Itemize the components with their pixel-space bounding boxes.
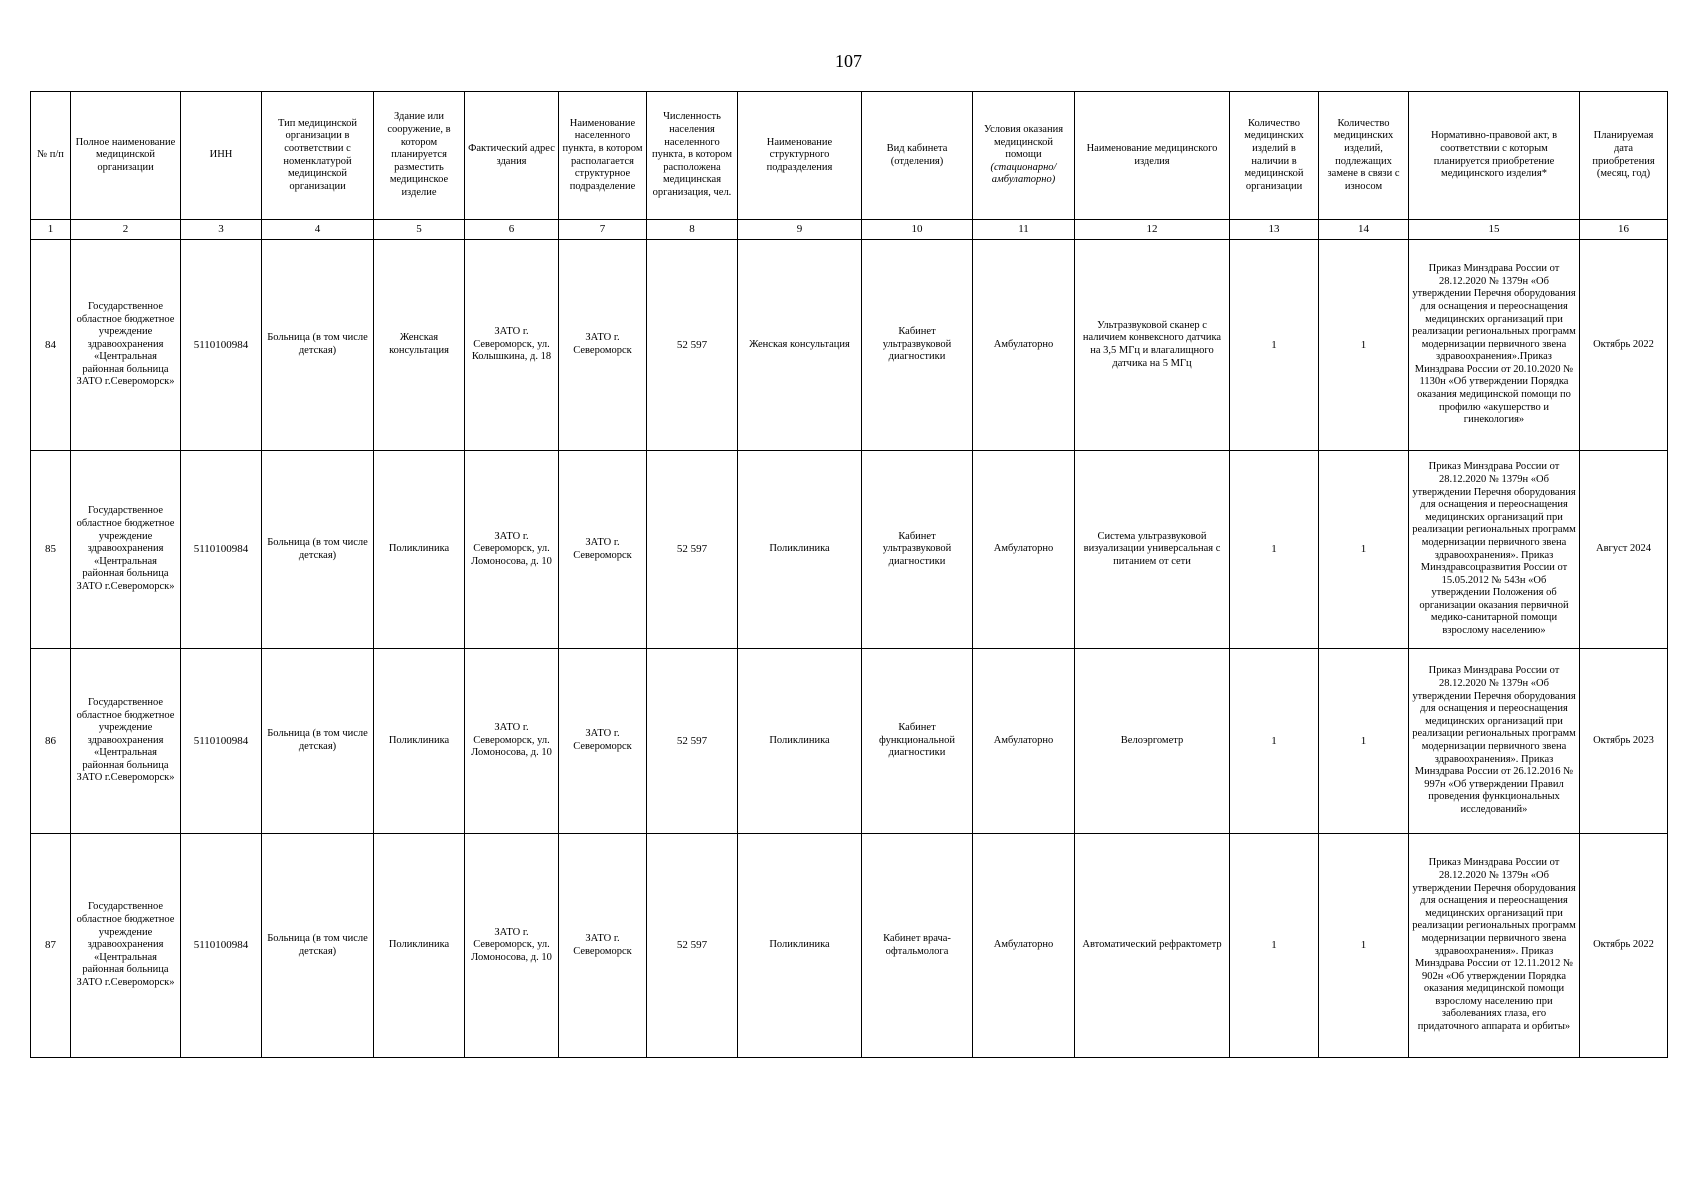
equipment-table — [30, 91, 1668, 1058]
cell-building: Поликлиника — [374, 649, 465, 834]
table-row — [31, 649, 1668, 834]
header-number: № п/п — [31, 92, 71, 220]
cell-population: 52 597 — [647, 240, 738, 451]
cell-date: Октябрь 2022 — [1580, 240, 1668, 451]
cell-device: Ультразвуковой сканер с наличием конвексного датчика на 3,5 МГц и влагалищного датчика на 5 МГц — [1075, 240, 1230, 451]
cell-qty-available: 1 — [1230, 451, 1319, 649]
column-number-row — [31, 220, 1668, 240]
cell-number: 85 — [31, 451, 71, 649]
header-unit: Наименование структурного подразделения — [738, 92, 862, 220]
column-number: 6 — [465, 220, 559, 240]
table-row — [31, 451, 1668, 649]
cell-building: Поликлиника — [374, 834, 465, 1058]
header-building: Здание или сооружение, в котором планируется разместить медицинское изделие — [374, 92, 465, 220]
cell-legal-act: Приказ Минздрава России от 28.12.2020 № 1379н «Об утверждении Перечня оборудования для оснащения и переоснащения медицинских организаций при реализации региональных программ модернизации первичного звена здравоохранения».Приказ Минздрава России от 20.10.2020 № 1130н «Об утверждении Порядка оказания медицинской помощи по профилю «акушерство и гинекология» — [1409, 240, 1580, 451]
cell-conditions: Амбулаторно — [973, 451, 1075, 649]
header-qty-replace: Количество медицинских изделий, подлежащих замене в связи с износом — [1319, 92, 1409, 220]
table-header-row — [31, 92, 1668, 220]
cell-org-name: Государственное областное бюджетное учреждение здравоохранения «Центральная районная больница ЗАТО г.Североморск» — [71, 649, 181, 834]
page-number: 107 — [835, 51, 862, 71]
cell-cabinet: Кабинет функциональной диагностики — [862, 649, 973, 834]
cell-unit: Женская консультация — [738, 240, 862, 451]
cell-cabinet: Кабинет ультразвуковой диагностики — [862, 451, 973, 649]
table-row — [31, 240, 1668, 451]
cell-legal-act: Приказ Минздрава России от 28.12.2020 № 1379н «Об утверждении Перечня оборудования для оснащения и переоснащения медицинских организаций при реализации региональных программ модернизации первичного звена здравоохранения». Приказ Минздрава России от 26.12.2016 № 997н «Об утверждении Правил проведения функциональных исследований» — [1409, 649, 1580, 834]
header-conditions-note: (стационарно/ амбулаторно) — [990, 161, 1057, 186]
header-device: Наименование медицинского изделия — [1075, 92, 1230, 220]
header-population: Численность населения населенного пункта, в котором расположена медицинская организация, чел. — [647, 92, 738, 220]
cell-org-name: Государственное областное бюджетное учреждение здравоохранения «Центральная районная больница ЗАТО г.Североморск» — [71, 834, 181, 1058]
column-number: 2 — [71, 220, 181, 240]
cell-qty-available: 1 — [1230, 834, 1319, 1058]
cell-date: Август 2024 — [1580, 451, 1668, 649]
column-number: 4 — [262, 220, 374, 240]
cell-qty-available: 1 — [1230, 240, 1319, 451]
cell-unit: Поликлиника — [738, 834, 862, 1058]
cell-conditions: Амбулаторно — [973, 649, 1075, 834]
cell-org-name: Государственное областное бюджетное учреждение здравоохранения «Центральная районная больница ЗАТО г.Североморск» — [71, 451, 181, 649]
cell-qty-replace: 1 — [1319, 649, 1409, 834]
column-number: 12 — [1075, 220, 1230, 240]
cell-number: 87 — [31, 834, 71, 1058]
cell-qty-replace: 1 — [1319, 834, 1409, 1058]
header-qty-available: Количество медицинских изделий в наличии в медицинской организации — [1230, 92, 1319, 220]
column-number: 9 — [738, 220, 862, 240]
column-number: 10 — [862, 220, 973, 240]
table-row — [31, 834, 1668, 1058]
header-legal-act: Нормативно-правовой акт, в соответствии с которым планируется приобретение медицинского изделия* — [1409, 92, 1580, 220]
cell-inn: 5110100984 — [181, 834, 262, 1058]
header-address: Фактический адрес здания — [465, 92, 559, 220]
cell-org-type: Больница (в том числе детская) — [262, 649, 374, 834]
column-number: 7 — [559, 220, 647, 240]
header-org-type: Тип медицинской организации в соответствии с номенклатурой медицинской организации — [262, 92, 374, 220]
cell-date: Октябрь 2022 — [1580, 834, 1668, 1058]
header-conditions-label: Условия оказания медицинской помощи — [983, 124, 1064, 161]
cell-unit: Поликлиника — [738, 451, 862, 649]
column-number: 16 — [1580, 220, 1668, 240]
cell-device: Велоэргометр — [1075, 649, 1230, 834]
cell-number: 86 — [31, 649, 71, 834]
cell-locality: ЗАТО г. Североморск — [559, 649, 647, 834]
cell-address: ЗАТО г. Североморск, ул. Ломоносова, д. 10 — [465, 649, 559, 834]
cell-building: Поликлиника — [374, 451, 465, 649]
cell-population: 52 597 — [647, 834, 738, 1058]
column-number: 1 — [31, 220, 71, 240]
cell-unit: Поликлиника — [738, 649, 862, 834]
column-number: 13 — [1230, 220, 1319, 240]
cell-qty-replace: 1 — [1319, 240, 1409, 451]
cell-qty-replace: 1 — [1319, 451, 1409, 649]
cell-qty-available: 1 — [1230, 649, 1319, 834]
column-number: 3 — [181, 220, 262, 240]
cell-conditions: Амбулаторно — [973, 240, 1075, 451]
cell-conditions: Амбулаторно — [973, 834, 1075, 1058]
cell-number: 84 — [31, 240, 71, 451]
cell-locality: ЗАТО г. Североморск — [559, 451, 647, 649]
header-conditions — [973, 92, 1075, 220]
column-number: 5 — [374, 220, 465, 240]
cell-locality: ЗАТО г. Североморск — [559, 240, 647, 451]
header-date: Планируемая дата приобретения (месяц, год) — [1580, 92, 1668, 220]
cell-inn: 5110100984 — [181, 649, 262, 834]
cell-org-type: Больница (в том числе детская) — [262, 451, 374, 649]
cell-date: Октябрь 2023 — [1580, 649, 1668, 834]
cell-cabinet: Кабинет врача-офтальмолога — [862, 834, 973, 1058]
cell-org-type: Больница (в том числе детская) — [262, 834, 374, 1058]
cell-cabinet: Кабинет ультразвуковой диагностики — [862, 240, 973, 451]
cell-device: Автоматический рефрактометр — [1075, 834, 1230, 1058]
cell-legal-act: Приказ Минздрава России от 28.12.2020 № 1379н «Об утверждении Перечня оборудования для оснащения и переоснащения медицинских организаций при реализации региональных программ модернизации первичного звена здравоохранения». Приказ Минздрава России от 12.11.2012 № 902н «Об утверждении Порядка оказания медицинской помощи взрослому населению при заболеваниях глаза, его придаточного аппарата и орбиты» — [1409, 834, 1580, 1058]
cell-building: Женская консультация — [374, 240, 465, 451]
cell-org-name: Государственное областное бюджетное учреждение здравоохранения «Центральная районная больница ЗАТО г.Североморск» — [71, 240, 181, 451]
cell-legal-act: Приказ Минздрава России от 28.12.2020 № 1379н «Об утверждении Перечня оборудования для оснащения и переоснащения медицинских организаций при реализации региональных программ модернизации первичного звена здравоохранения». Приказ Минздравсоцразвития России от 15.05.2012 № 543н «Об утверждении Положения об организации оказания первичной медико-санитарной помощи взрослому населению» — [1409, 451, 1580, 649]
column-number: 15 — [1409, 220, 1580, 240]
cell-address: ЗАТО г. Североморск, ул. Ломоносова, д. 10 — [465, 451, 559, 649]
cell-device: Система ультразвуковой визуализации универсальная с питанием от сети — [1075, 451, 1230, 649]
cell-inn: 5110100984 — [181, 451, 262, 649]
column-number: 8 — [647, 220, 738, 240]
column-number: 11 — [973, 220, 1075, 240]
cell-address: ЗАТО г. Североморск, ул. Ломоносова, д. 10 — [465, 834, 559, 1058]
cell-population: 52 597 — [647, 649, 738, 834]
header-org-name: Полное наименование медицинской организации — [71, 92, 181, 220]
cell-locality: ЗАТО г. Североморск — [559, 834, 647, 1058]
header-locality: Наименование населенного пункта, в котором располагается структурное подразделение — [559, 92, 647, 220]
header-inn: ИНН — [181, 92, 262, 220]
header-cabinet: Вид кабинета (отделения) — [862, 92, 973, 220]
cell-population: 52 597 — [647, 451, 738, 649]
cell-inn: 5110100984 — [181, 240, 262, 451]
cell-org-type: Больница (в том числе детская) — [262, 240, 374, 451]
column-number: 14 — [1319, 220, 1409, 240]
cell-address: ЗАТО г. Североморск, ул. Колышкина, д. 18 — [465, 240, 559, 451]
